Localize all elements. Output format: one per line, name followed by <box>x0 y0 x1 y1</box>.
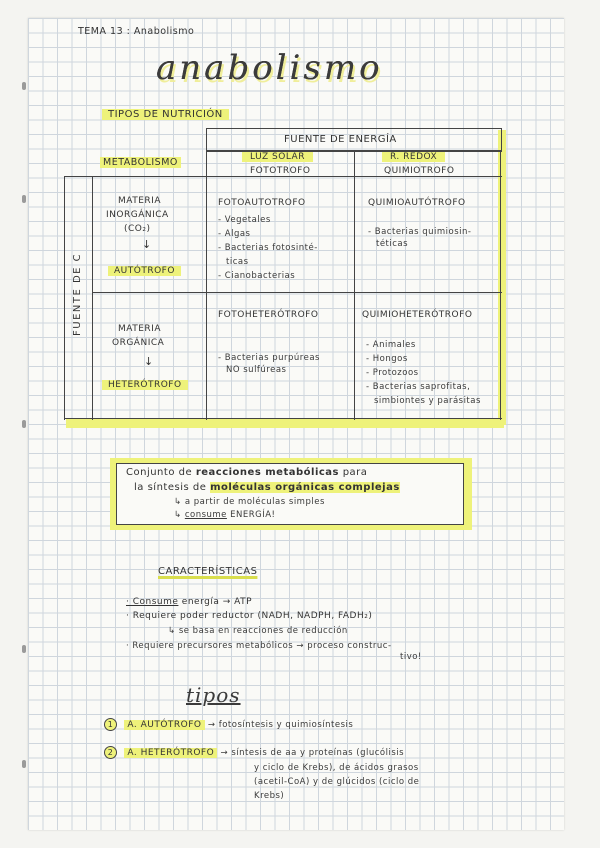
list-item: - Hongos <box>366 354 408 364</box>
number-badge: 1 <box>104 718 117 731</box>
binder-hole <box>22 420 26 428</box>
table-line <box>354 150 355 420</box>
caracteristica-item: · Requiere precursores metabólicos → proceso construc- <box>126 641 392 651</box>
table-line <box>64 418 502 419</box>
list-item: ticas <box>226 257 249 267</box>
definition-line-4 <box>174 510 275 520</box>
autotrofo-label: AUTÓTROFO <box>108 266 181 276</box>
list-item: - Bacterias quimiosin- <box>368 227 472 237</box>
list-item: - Animales <box>366 340 416 350</box>
table-line <box>64 176 502 177</box>
metabolismo-label: METABOLISMO <box>100 157 181 168</box>
tipo-description-line: (acetil-CoA) y de glúcidos (ciclo de <box>254 777 420 787</box>
list-item: - Bacterias saprofitas, <box>366 382 471 392</box>
materia-label: MATERIA <box>118 196 161 206</box>
page-title: anabolismo <box>156 48 383 88</box>
caracteristica-item: · Requiere poder reductor (NADH, NADPH, FADH₂) <box>126 611 373 621</box>
nutrition-heading: TIPOS DE NUTRICIÓN <box>102 109 229 120</box>
list-item: - Vegetales <box>218 215 271 225</box>
fuente-c-label: FUENTE DE C <box>72 252 83 336</box>
tipo-description: → síntesis de aa y proteínas (glucólisis <box>220 748 405 758</box>
binder-hole <box>22 760 26 768</box>
definition-text: la síntesis de <box>134 482 207 493</box>
arrow-down: ↓ <box>144 355 154 368</box>
list-item: simbiontes y parásitas <box>374 396 481 406</box>
table-line <box>92 292 502 293</box>
definition-line-1 <box>126 467 367 478</box>
definition-line-2 <box>134 482 400 493</box>
r-redox-label: R. REDOX <box>382 152 445 162</box>
heterotrofo-label: HETERÓTROFO <box>102 380 188 390</box>
fotoheterotrofo-title: FOTOHETERÓTROFO <box>218 310 319 320</box>
table-line <box>500 150 501 420</box>
table-line <box>206 150 207 420</box>
number-badge: 2 <box>104 746 117 759</box>
list-item: - Bacterias purpúreas <box>218 353 320 363</box>
caracteristica-item: ↳ se basa en reacciones de reducción <box>168 626 348 636</box>
co2-label: (CO₂) <box>124 224 151 234</box>
fuente-energia-label: FUENTE DE ENERGÍA <box>284 134 397 145</box>
fotoheterotrofo-list <box>218 352 320 376</box>
tipos-heading: tipos <box>186 683 241 707</box>
quimioautotrofo-title: QUIMIOAUTÓTROFO <box>368 198 466 208</box>
definition-text: para <box>342 467 368 478</box>
caracteristica-text: energía → ATP <box>181 597 252 607</box>
list-item: NO sulfúreas <box>226 365 287 375</box>
inorganica-label: INORGÁNICA <box>106 210 169 220</box>
definition-text: Conjunto de <box>126 467 193 478</box>
caracteristica-item <box>126 597 252 607</box>
tipo-row-1 <box>104 718 353 731</box>
binder-hole <box>22 195 26 203</box>
highlight-strip <box>66 418 504 428</box>
fotoautotrofo-list <box>218 213 318 283</box>
list-item: - Bacterias fotosinté- <box>218 243 318 253</box>
binder-hole <box>22 82 26 90</box>
list-item: téticas <box>376 239 409 249</box>
definition-line-3: ↳ a partir de moléculas simples <box>174 497 325 507</box>
tipo-description-line: y ciclo de Krebs), de ácidos grasos <box>254 763 419 773</box>
materia-label: MATERIA <box>118 324 161 334</box>
fotoautotrofo-title: FOTOAUTOTROFO <box>218 198 306 208</box>
table-line <box>64 176 65 420</box>
list-item: - Cianobacterias <box>218 271 296 281</box>
quimioheterotrofo-title: QUIMIOHETERÓTROFO <box>362 310 473 320</box>
tipo-description-line: Krebs) <box>254 791 285 801</box>
caracteristica-text: · Consume <box>126 597 179 607</box>
notebook-page <box>28 18 564 830</box>
tipo-description-cont <box>254 761 419 803</box>
luz-solar-label: LUZ SOLAR <box>242 152 313 162</box>
tipo-label: A. HETERÓTROFO <box>124 748 217 758</box>
organica-label: ORGÁNICA <box>112 338 165 348</box>
definition-keyword: consume <box>184 510 227 520</box>
caracteristicas-heading: CARACTERÍSTICAS <box>158 566 258 577</box>
definition-keyword: reacciones metabólicas <box>195 467 340 478</box>
binder-hole <box>22 645 26 653</box>
list-item: - Algas <box>218 229 251 239</box>
list-item: - Protozoos <box>366 368 419 378</box>
quimiotrofo-label: QUIMIOTROFO <box>384 166 455 176</box>
arrow-down: ↓ <box>142 238 152 251</box>
caracteristica-item: tivo! <box>400 652 422 662</box>
definition-text: ENERGÍA! <box>230 510 276 520</box>
definition-text: ↳ <box>174 510 182 520</box>
definition-keyword: moléculas orgánicas complejas <box>210 482 400 493</box>
tipo-description: → fotosíntesis y quimiosíntesis <box>207 720 354 730</box>
fototrofo-label: FOTOTROFO <box>250 166 311 176</box>
tipo-row-2 <box>104 746 404 759</box>
table-line <box>92 176 93 420</box>
quimioautotrofo-list <box>368 226 471 250</box>
quimioheterotrofo-list <box>366 338 481 408</box>
topic-label: TEMA 13 : Anabolismo <box>78 26 195 37</box>
tipo-label: A. AUTÓTROFO <box>124 720 204 730</box>
